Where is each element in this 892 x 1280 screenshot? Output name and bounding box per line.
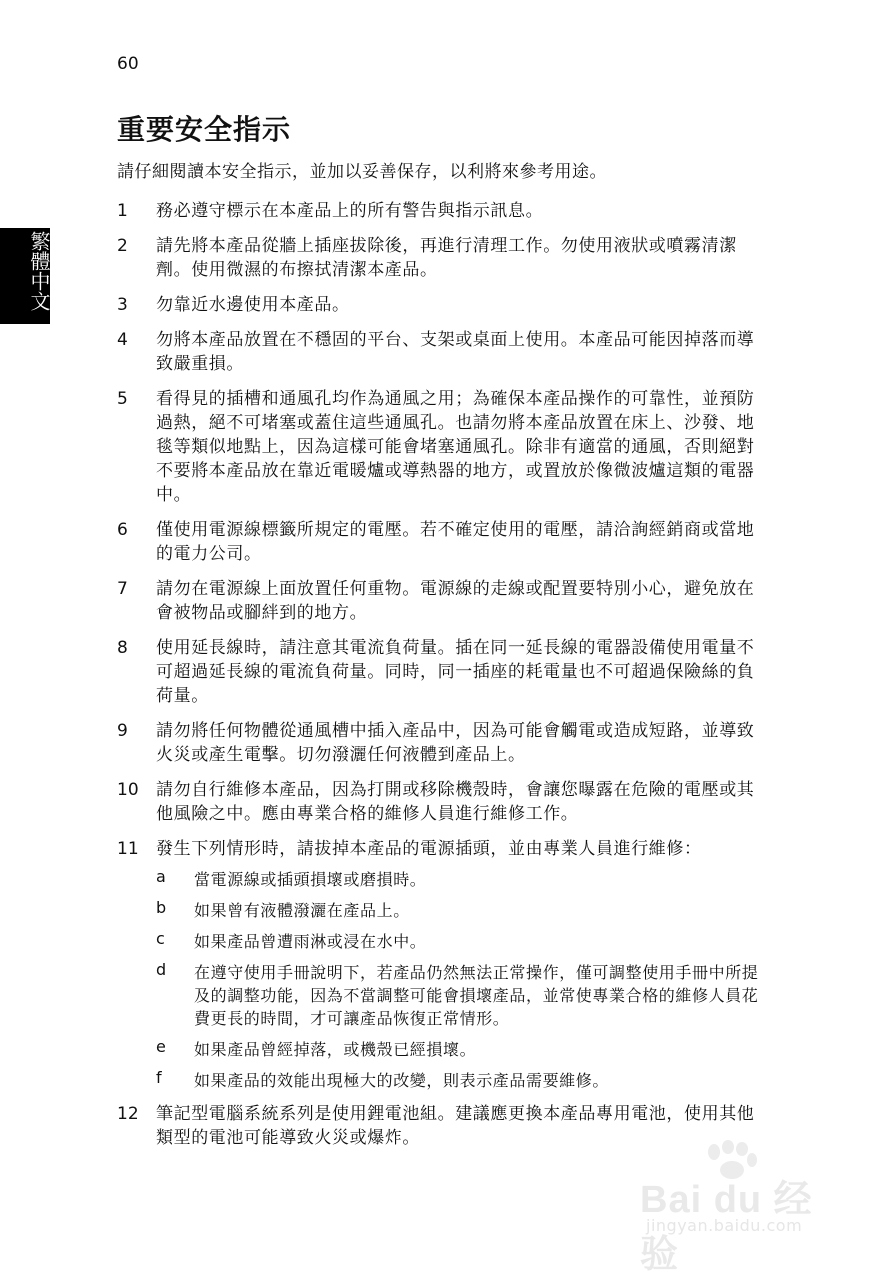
item-text: 請勿自行維修本產品，因為打開或移除機殼時，會讓您曝露在危險的電壓或其他風險之中。應由專業合格的維修人員進行維修工作。: [156, 780, 755, 824]
sub-item-letter: a: [156, 867, 166, 886]
intro-paragraph: 請仔細閱讀本安全指示，並加以妥善保存，以利將來參考用途。: [117, 162, 607, 182]
language-tab: 繁體中文: [0, 228, 50, 324]
sub-list-item: [156, 867, 762, 890]
item-text: 務必遵守標示在本產品上的所有警告與指示訊息。: [156, 201, 544, 221]
sub-list-item: [156, 1037, 762, 1060]
item-text: 看得見的插槽和通風孔均作為通風之用；為確保本產品操作的可靠性，並預防過熱，絕不可堵塞或蓋住這些通風孔。也請勿將本產品放置在床上、沙發、地毯等類似地點上，因為這樣可能會堵塞通風孔。除非有適當的通風，否則絕對不要將本產品放在靠近電暖爐或導熱器的地方，或置放於像微波爐這類的電器中。: [156, 389, 755, 505]
item-number: 8: [117, 638, 128, 658]
baidu-watermark: [640, 1140, 850, 1276]
list-item: [117, 719, 762, 767]
list-item: [117, 577, 762, 625]
item-number: 12: [117, 1104, 139, 1124]
item-text: 請勿在電源線上面放置任何重物。電源線的走線或配置要特別小心，避免放在會被物品或腳絆到的地方。: [156, 579, 755, 623]
item-text: 發生下列情形時，請拔掉本產品的電源插頭，並由專業人員進行維修：: [156, 839, 702, 859]
safety-instructions-list: [117, 199, 762, 1161]
watermark-url: jingyan.baidu.com: [646, 1216, 803, 1235]
item-text: 勿將本產品放置在不穩固的平台、支架或桌面上使用。本產品可能因掉落而導致嚴重損。: [156, 330, 755, 374]
sub-item-text: 如果產品曾經掉落，或機殼已經損壞。: [194, 1040, 477, 1059]
item-number: 11: [117, 839, 139, 859]
sub-list: [117, 867, 762, 1091]
item-number: 5: [117, 389, 128, 409]
sub-list-item: [156, 929, 762, 952]
item-number: 9: [117, 721, 128, 741]
item-text: 勿靠近水邊使用本產品。: [156, 295, 350, 315]
list-item: [117, 387, 762, 507]
sub-list-item: [156, 898, 762, 921]
sub-item-letter: e: [156, 1037, 166, 1056]
sub-list-item: [156, 1068, 762, 1091]
item-text: 請先將本產品從牆上插座拔除後，再進行清理工作。勿使用液狀或噴霧清潔劑。使用微濕的布擦拭清潔本產品。: [156, 236, 737, 280]
list-item: [117, 328, 762, 376]
item-text: 僅使用電源線標籤所規定的電壓。若不確定使用的電壓，請洽詢經銷商或當地的電力公司。: [156, 520, 755, 564]
page-title: 重要安全指示: [117, 113, 292, 146]
sub-item-letter: b: [156, 898, 167, 917]
list-item: [117, 636, 762, 708]
sub-item-text: 如果產品曾遭雨淋或浸在水中。: [194, 932, 427, 951]
list-item: [117, 293, 762, 317]
item-number: 2: [117, 236, 128, 256]
list-item: [117, 234, 762, 282]
list-item: [117, 518, 762, 566]
item-number: 7: [117, 579, 128, 599]
item-number: 6: [117, 520, 128, 540]
sub-item-text: 在遵守使用手冊說明下，若產品仍然無法正常操作，僅可調整使用手冊中所提及的調整功能，因為不當調整可能會損壞產品，並常使專業合格的維修人員花費更長的時間，才可讓產品恢復正常情形。: [194, 963, 759, 1028]
item-text: 請勿將任何物體從通風槽中插入產品中，因為可能會觸電或造成短路，並導致火災或產生電擊。切勿潑灑任何液體到產品上。: [156, 721, 755, 765]
list-item: [117, 199, 762, 223]
item-text: 筆記型電腦系統系列是使用鋰電池組。建議應更換本產品專用電池，使用其他類型的電池可能導致火災或爆炸。: [156, 1104, 755, 1148]
item-number: 10: [117, 780, 139, 800]
sub-item-text: 當電源線或插頭損壞或磨損時。: [194, 870, 427, 889]
sub-item-letter: c: [156, 929, 165, 948]
watermark-logo: Bai du 经验: [640, 1179, 813, 1276]
sub-item-text: 如果產品的效能出現極大的改變，則表示產品需要維修。: [194, 1071, 610, 1090]
sub-item-text: 如果曾有液體潑灑在產品上。: [194, 901, 410, 920]
item-text: 使用延長線時，請注意其電流負荷量。插在同一延長線的電器設備使用電量不可超過延長線的電流負荷量。同時，同一插座的耗電量也不可超過保險絲的負荷量。: [156, 638, 755, 706]
sub-item-letter: d: [156, 960, 167, 979]
list-item: [117, 837, 762, 861]
sub-list-item: [156, 960, 762, 1029]
sub-item-letter: f: [156, 1068, 162, 1087]
page-number: 60: [117, 54, 139, 74]
item-number: 3: [117, 295, 128, 315]
item-number: 1: [117, 201, 128, 221]
list-item: [117, 778, 762, 826]
item-number: 4: [117, 330, 128, 350]
